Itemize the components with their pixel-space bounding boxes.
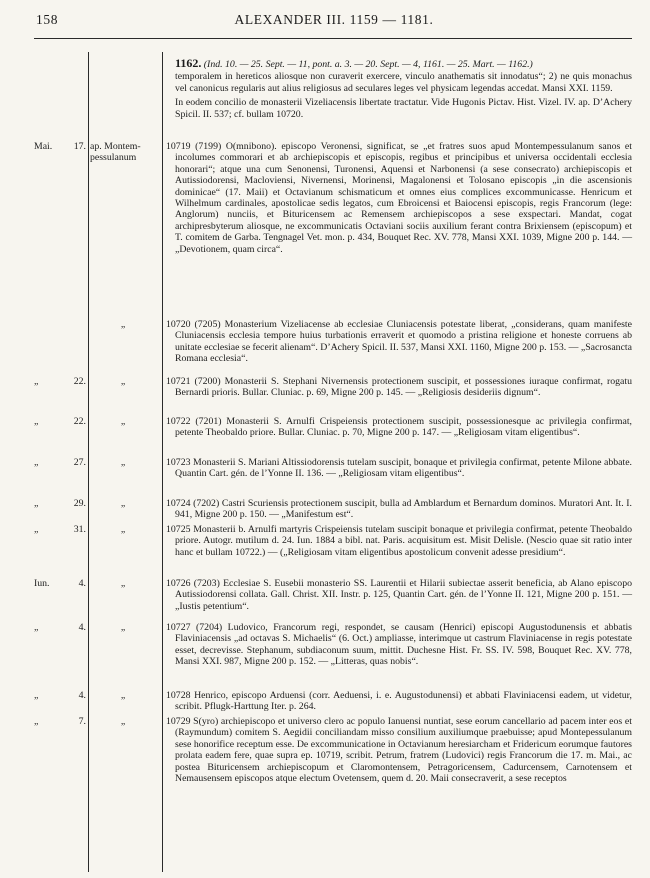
place-cell: „ [120, 716, 126, 727]
entry-1162-note: In eodem concilio de monasterii Vizeliacensis libertate tractatur. Vide Hugonis Pictav. Hist. Vizel. IV. ap. D’Achery Spicil. II. 537; cf. bullam 10720. [175, 97, 632, 120]
page-number: 158 [36, 12, 59, 27]
header-rule [34, 38, 632, 39]
place-cell: „ [120, 524, 126, 535]
place-cell: „ [120, 416, 126, 427]
entry-10721: 10721 (7200) Monasterii S. Stephani Nivernensis protectionem suscipit, et possessiones iuraque confirmat, rogatu Bernardi prioris. Bullar. Cluniac. p. 69, Migne 200 p. 145. — „Religiosis desideriis dignum“. [166, 376, 632, 399]
place-cell: „ [120, 457, 126, 468]
year-heading: 1162. [175, 56, 202, 70]
column-rule-right [162, 52, 163, 872]
entry-10722: 10722 (7201) Monasterii S. Arnulfi Crispeiensis protectionem suscipit, possessionesque ac privilegia confirmat, petente Theobaldo priore. Bullar. Cluniac. p. 70, Migne 200 p. 147. — „Religiosam vitam eligentibus“. [166, 416, 632, 439]
entry-10719: 10719 (7199) O(mnibono). episcopo Veronensi, significat, se „et fratres suos apud Montempessulanum sanos et incolumes commorari et ab archiepiscopis et episcopis, regibus et principibus et universa occidentali ecclesia honorari“; atque una cum Senonensi, Turonensi, Aquensi et Narbonensi (a sese consecrato) archiepiscopis et Autissiodorensi, Macloviensi, Nivernensi, Morinensi, Magalonensi et Tolosano episcopis „in die ascensionis dominicae“ (17. Maii) et Octavianum schismaticum et omnes eius complices excommunicasse. Henricum et Wilhelmum cardinales, apostolicae sedis legatos, cum Ebroicensi et Baiocensi episcopis, regis Francorum (lege: Anglorum) nunciis, et Bituricensem ac Remensem archiepiscopos a sese exspectari. Mandat, cogat archipresbyterum aliosque, ne excommunicatis Octaviani sociis auxilium ferant contra Brixiensem (episcopum) et T. comitem de Garba. Tengnagel Vet. mon. p. 434, Bouquet Rec. XV. 778, Mansi XXI. 1039, Migne 200 p. 144. — „Devotionem, quam circa“. [166, 141, 632, 255]
place-cell: „ [120, 376, 126, 387]
entry-10723: 10723 Monasterii S. Mariani Altissiodorensis tutelam suscipit, bonaque et privilegia confirmat, petente Milone abbate. Quantin Cart. gén. de l’Yonne II. 136. — „Religiosam vitam eligentibus“. [166, 457, 632, 480]
entry-1162 [166, 58, 632, 123]
entry-10728: 10728 Henrico, episcopo Arduensi (corr. Aeduensi, i. e. Augustodunensi) et abbati Flaviniacensi eadem, ut videtur, scribit. Pflugk-Harttung Iter. p. 264. [166, 690, 632, 713]
page-header [36, 12, 632, 34]
place-cell: ap. Montem-pessulanum [90, 141, 141, 164]
entry-10720: 10720 (7205) Monasterium Vizeliacense ab ecclesiae Cluniacensis potestate liberat, „considerans, quam manifeste Cluniacensis ecclesia tempore huius turbationis erraverit et quomodo a pristina religione et honeste corruens ab unitate ecclesiae se fecerit alienam“. D’Achery Spicil. II. 537, Mansi XXI. 1160, Migne 200 p. 153. — „Sacrosancta Romana ecclesia“. [166, 319, 632, 365]
place-cell: „ [120, 690, 126, 701]
running-title: ALEXANDER III. 1159 — 1181. [234, 12, 434, 27]
dating-line: (Ind. 10. — 25. Sept. — 11, pont. a. 3. — 20. Sept. — 4, 1161. — 25. Mart. — 1162.) [203, 59, 533, 70]
entry-10725: 10725 Monasterii b. Arnulfi martyris Crispeiensis tutelam suscipit bonaque et privilegia confirmat, petente Theobaldo priore. Autogr. mutilum d. 24. Iun. 1884 a bibl. nat. Paris. acquisitum est. Misit Delisle. (Nescio quae sit ratio inter hanc et bullam 10722.) — („Religiosam vitam eligentibus apostolicum convenit adesse presidium“. [166, 524, 632, 558]
entry-10726: 10726 (7203) Ecclesiae S. Eusebii monasterio SS. Laurentii et Hilarii subiectae asserit beneficia, ab Alano episcopo Autissiodorensi collata. Gall. Christ. XII. Instr. p. 125, Quantin Cart. gén. de l’Yonne II. 121, Migne 200 p. 151. — „Iustis petentium“. [166, 578, 632, 612]
place-cell: „ [120, 622, 126, 633]
place-cell: „ [120, 319, 126, 330]
entry-10724: 10724 (7202) Castri Scuriensis protectionem suscipit, bulla ad Amblardum et Bernardum dominos. Muratori Ant. It. I. 941, Migne 200 p. 150. — „Manifestum est“. [166, 498, 632, 521]
place-cell: „ [120, 498, 126, 509]
place-cell: „ [120, 578, 126, 589]
entry-10727: 10727 (7204) Ludovico, Francorum regi, respondet, se causam (Henrici) episcopi Augustodunensis et abbatis Flaviniacensis „ad octavas S. Michaelis“ (6. Oct.) ampliasse, interimque ut castrum Flaviniacense in regis potestate esset, decrevisse. Stephanum, subdiaconum suum, mittit. Duchesne Hist. Fr. SS. IV. 598, Bouquet Rec. XV. 778, Mansi XXI. 987, Migne 200 p. 152. — „Litteras, quas nobis“. [166, 622, 632, 668]
entry-1162-continuation: temporalem in hereticos aliosque non curaverit exercere, vinculo anathematis sit innodatus“; 2) ne quis monachus vel canonicus regularis aut alius religiosus ad seculares leges vel physicam legendas accedat. Mansi XXI. 1159. [175, 71, 632, 94]
entry-10729: 10729 S(yro) archiepiscopo et universo clero ac populo Ianuensi nuntiat, sese eorum cancellario ad pacem inter eos et (Raymundum) comitem S. Aegidii conciliandam misso consilium auxiliumque praebuisse; apud Montepessulanum sese honorifice receptum esse. De excommunicatione in Octavianum heresiarcham et Fridericum eorumque fautores prolata eadem fere, quae supra ep. 10719, scribit. Petrum, fratrem (Ludovici) regis Francorum die 17. m. Mai., ac postea Bituricensem archiepiscopum et Claromontensem, Petragoricensem, Cadurcensem, Carnotensem et Nemausensem episcopos atque electum Ovetensem, quem d. 20. Maii consecraverit, a sese receptos [166, 716, 632, 785]
